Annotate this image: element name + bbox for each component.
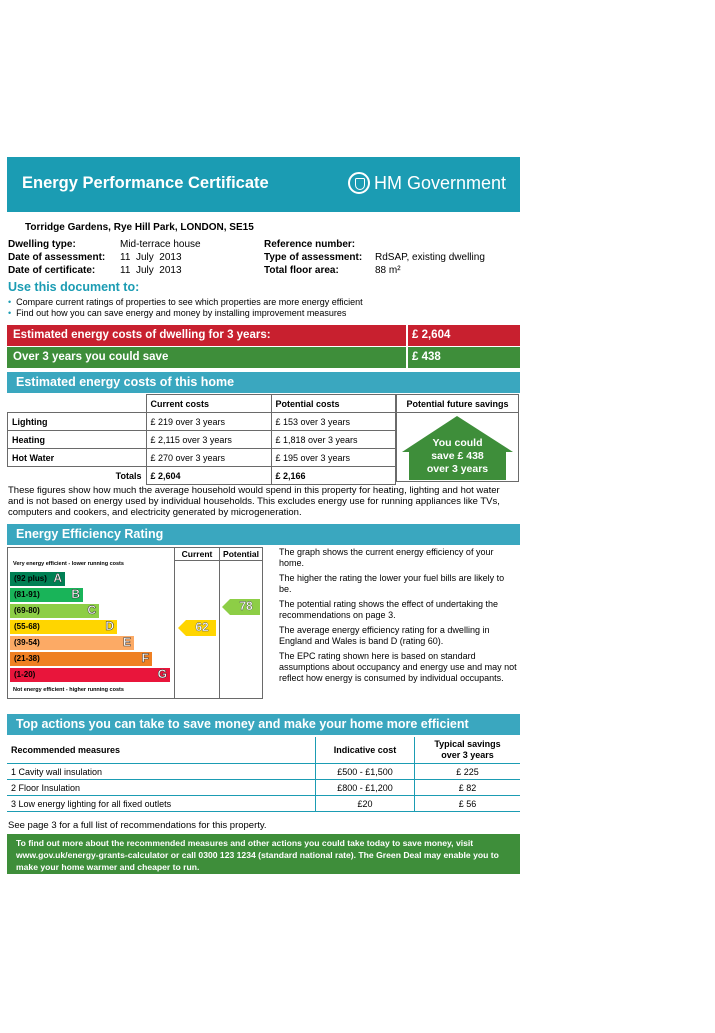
actions-note: See page 3 for a full list of recommendations for this property. xyxy=(8,820,267,831)
current-rating-value: 62 xyxy=(195,620,209,634)
dwelling-type-label: Dwelling type: xyxy=(8,239,76,250)
potential-cost: £ 1,818 over 3 years xyxy=(271,431,396,449)
row-label: Heating xyxy=(8,431,147,449)
costs-section-header xyxy=(7,372,520,393)
dwelling-type-value: Mid-terrace house xyxy=(120,239,201,250)
current-column-header: Current xyxy=(181,549,213,559)
measure-cost: £20 xyxy=(316,796,415,812)
table-row xyxy=(7,796,520,812)
potential-column-header: Potential xyxy=(223,549,259,559)
certificate-header xyxy=(7,157,520,212)
cost-header: Indicative cost xyxy=(316,737,415,764)
footer-line: make your home warmer and cheaper to run. xyxy=(16,862,200,872)
table-row xyxy=(7,764,520,780)
rating-description-paragraph: The higher the rating the lower your fuel bills are likely to be. xyxy=(279,573,505,594)
use-document-list xyxy=(8,297,363,319)
savings-label: Over 3 years you could save xyxy=(13,351,169,363)
empty-header-cell xyxy=(8,395,147,413)
savings-header: Typical savings over 3 years xyxy=(415,737,521,764)
table-row xyxy=(8,413,396,431)
table-row xyxy=(7,780,520,796)
floor-area-value: 88 m² xyxy=(375,265,401,276)
measure-name: 2 Floor Insulation xyxy=(7,780,316,796)
current-cost: £ 219 over 3 years xyxy=(146,413,271,431)
savings-bar xyxy=(7,347,406,368)
rating-description-paragraph: The average energy efficiency rating for a dwelling in England and Wales is band D (rating 60). xyxy=(279,625,490,646)
rating-description xyxy=(279,547,517,688)
rating-section-title: Energy Efficiency Rating xyxy=(16,527,164,541)
potential-cost: £ 195 over 3 years xyxy=(271,449,396,467)
floor-area-label: Total floor area: xyxy=(264,265,339,276)
rating-description-paragraph: The EPC rating shown here is based on standard assumptions about occupancy and energy use and may not reflect how energy is consumed by individual occupants. xyxy=(279,651,517,683)
footer-banner xyxy=(7,834,520,874)
totals-label: Totals xyxy=(8,467,147,485)
measure-saving: £ 225 xyxy=(415,764,521,780)
divider xyxy=(174,560,262,561)
savings-value: £ 438 xyxy=(412,351,441,363)
assessment-type-value: RdSAP, existing dwelling xyxy=(375,252,485,263)
current-cost: £ 2,115 over 3 years xyxy=(146,431,271,449)
potential-costs-header: Potential costs xyxy=(271,395,396,413)
use-document-bullet: • Compare current ratings of properties to see which properties are more energy efficient xyxy=(8,297,363,307)
actions-section-title: Top actions you can take to save money and make your home more efficient xyxy=(16,717,469,731)
measure-name: 3 Low energy lighting for all fixed outlets xyxy=(7,796,316,812)
savings-value-box xyxy=(408,347,520,368)
measure-cost: £500 - £1,500 xyxy=(316,764,415,780)
certificate-title: Energy Performance Certificate xyxy=(22,174,269,192)
estimated-cost-value: £ 2,604 xyxy=(412,329,451,341)
assessment-date-value: 11 July 2013 xyxy=(120,252,182,263)
assessment-date-label: Date of assessment: xyxy=(8,252,106,263)
government-name: HM Government xyxy=(373,172,506,193)
total-potential: £ 2,166 xyxy=(271,467,396,485)
measure-saving: £ 56 xyxy=(415,796,521,812)
row-label: Lighting xyxy=(8,413,147,431)
future-savings-header: Potential future savings xyxy=(406,399,509,409)
actions-section-header xyxy=(7,714,520,735)
estimated-cost-bar xyxy=(7,325,406,346)
costs-table xyxy=(7,394,396,485)
use-document-heading: Use this document to: xyxy=(8,280,140,294)
total-current: £ 2,604 xyxy=(146,467,271,485)
estimated-cost-value-box xyxy=(408,325,520,346)
estimated-cost-label: Estimated energy costs of dwelling for 3 years: xyxy=(13,329,271,341)
future-savings-box xyxy=(396,394,519,482)
divider xyxy=(174,548,175,698)
costs-header-row xyxy=(8,395,396,413)
potential-rating-value: 78 xyxy=(239,599,253,613)
measures-header: Recommended measures xyxy=(7,737,316,764)
rating-band-g: (1-20) G xyxy=(10,668,170,682)
measure-saving: £ 82 xyxy=(415,780,521,796)
current-costs-header: Current costs xyxy=(146,395,271,413)
rating-band-c: (69-80) C xyxy=(10,604,99,618)
rating-description-paragraph: The graph shows the current energy efficiency of your home. xyxy=(279,547,494,568)
actions-table xyxy=(7,737,520,812)
property-address: Torridge Gardens, Rye Hill Park, LONDON, SE15 xyxy=(25,222,254,233)
divider xyxy=(219,548,220,698)
reference-label: Reference number: xyxy=(264,239,356,250)
rating-band-d: (55-68) D xyxy=(10,620,117,634)
savings-arrow-text: You could save £ 438 over 3 years xyxy=(426,437,489,475)
top-efficiency-label: Very energy efficient - lower running costs xyxy=(13,561,124,567)
certificate-date-value: 11 July 2013 xyxy=(120,265,182,276)
certificate-date-label: Date of certificate: xyxy=(8,265,96,276)
divider xyxy=(397,412,518,413)
rating-band-f: (21-38) F xyxy=(10,652,152,666)
rating-band-b: (81-91) B xyxy=(10,588,83,602)
measure-name: 1 Cavity wall insulation xyxy=(7,764,316,780)
actions-header-row xyxy=(7,737,520,764)
table-row xyxy=(8,431,396,449)
costs-note: These figures show how much the average household would spend in this property for heating, lighting and hot water and is not based on energy used by individual households. This excludes energy use for running appliances like TVs, computers and cookers, and electricity generated by microgeneration. xyxy=(8,485,500,518)
assessment-type-label: Type of assessment: xyxy=(264,252,363,263)
rating-band-e: (39-54) E xyxy=(10,636,134,650)
row-label: Hot Water xyxy=(8,449,147,467)
royal-crest-icon xyxy=(348,172,370,194)
measure-cost: £800 - £1,200 xyxy=(316,780,415,796)
current-cost: £ 270 over 3 years xyxy=(146,449,271,467)
rating-chart xyxy=(7,547,263,699)
costs-section-title: Estimated energy costs of this home xyxy=(16,375,235,389)
table-row xyxy=(8,449,396,467)
footer-line: www.gov.uk/energy-grants-calculator or call 0300 123 1234 (standard national rate). The Green Deal may enable you to xyxy=(16,850,499,860)
footer-line: To find out more about the recommended measures and other actions you could take today to save money, visit xyxy=(16,838,474,848)
hm-government-logo xyxy=(348,172,506,194)
potential-cost: £ 153 over 3 years xyxy=(271,413,396,431)
rating-description-paragraph: The potential rating shows the effect of undertaking the recommendations on page 3. xyxy=(279,599,498,620)
use-document-bullet: • Find out how you can save energy and money by installing improvement measures xyxy=(8,308,347,318)
totals-row xyxy=(8,467,396,485)
bottom-efficiency-label: Not energy efficient - higher running costs xyxy=(13,687,124,693)
rating-section-header xyxy=(7,524,520,545)
rating-band-a: (92 plus) A xyxy=(10,572,65,586)
